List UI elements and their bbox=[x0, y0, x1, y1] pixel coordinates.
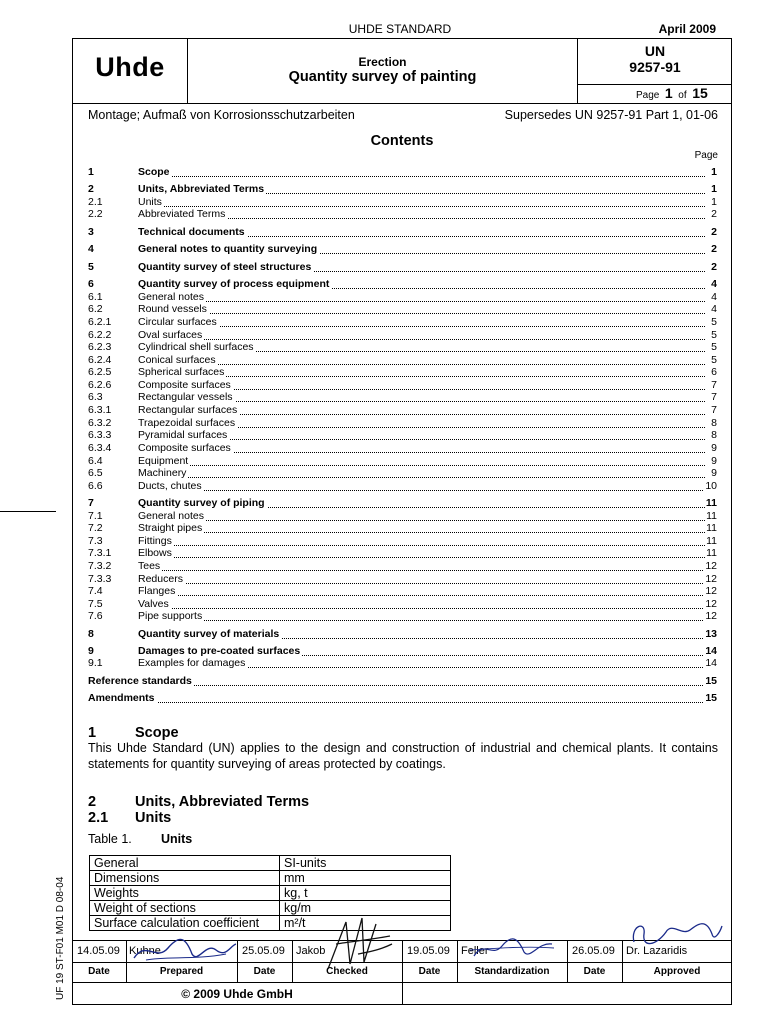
toc-entry-page: 12 bbox=[705, 573, 717, 585]
toc-entry[interactable] bbox=[88, 166, 717, 179]
footer-divider bbox=[402, 982, 403, 1005]
toc-entry-title: Pyramidal surfaces bbox=[138, 429, 228, 441]
toc-entry-title: Straight pipes bbox=[138, 522, 203, 534]
toc-entry[interactable] bbox=[88, 208, 717, 221]
prepared-signature bbox=[126, 930, 241, 970]
toc-entry-title: Quantity survey of process equipment bbox=[138, 278, 330, 290]
toc-entry-title-wrap bbox=[138, 628, 705, 641]
toc-entry-number: 7.3.2 bbox=[88, 560, 112, 572]
toc-entry-title-wrap bbox=[138, 585, 705, 598]
toc-entry-number: 4 bbox=[88, 243, 94, 255]
toc-entry-number: 6 bbox=[88, 278, 94, 290]
toc-entry-number: 6.2 bbox=[88, 303, 103, 315]
toc-entry-number: 6.2.3 bbox=[88, 341, 112, 353]
toc-dot-leader bbox=[138, 595, 705, 596]
toc-entry-title: Round vessels bbox=[138, 303, 207, 315]
toc-entry-page: 4 bbox=[711, 291, 717, 303]
page-label: Page bbox=[636, 90, 660, 101]
toc-entry-title: Quantity survey of steel structures bbox=[138, 261, 312, 273]
date-label: Date bbox=[418, 966, 441, 977]
table-cell-quantity: General bbox=[90, 856, 280, 871]
section-1-text: This Uhde Standard (UN) applies to the design and construction of industrial and chemical plants. It contains statements for quantity surveying of areas protected by coatings. bbox=[88, 741, 718, 771]
toc-entry-page: 7 bbox=[711, 404, 717, 416]
toc-entry-page: 12 bbox=[705, 610, 717, 622]
toc-entry-title: Elbows bbox=[138, 547, 172, 559]
table-row bbox=[90, 871, 451, 886]
prepared-label: Prepared bbox=[159, 966, 204, 977]
toc-entry-title: Quantity survey of piping bbox=[138, 497, 265, 509]
toc-entry-number: 6.5 bbox=[88, 467, 103, 479]
toc-entry-page: 1 bbox=[711, 183, 717, 195]
table-title: Units bbox=[161, 832, 193, 846]
toc-entry-title: Ducts, chutes bbox=[138, 480, 202, 492]
toc-entry-title: Amendments bbox=[88, 692, 155, 704]
toc-entry-title-wrap bbox=[138, 183, 705, 196]
toc-entry-title: Tees bbox=[138, 560, 161, 572]
toc-entry-page: 6 bbox=[711, 366, 717, 378]
date-label: Date bbox=[253, 966, 276, 977]
toc-entry-title-wrap bbox=[138, 610, 705, 623]
toc-entry-title-wrap bbox=[138, 429, 705, 442]
page-total: 15 bbox=[692, 85, 708, 101]
checked-date: 25.05.09 bbox=[242, 945, 285, 957]
toc-entry[interactable] bbox=[88, 522, 717, 535]
toc-entry-title: Cylindrical shell surfaces bbox=[138, 341, 254, 353]
of-label: of bbox=[678, 90, 687, 101]
document-category: Erection bbox=[358, 55, 407, 69]
standardization-label: Standardization bbox=[474, 966, 550, 977]
toc-entry-page: 9 bbox=[711, 467, 717, 479]
toc-entry-title: Valves bbox=[138, 598, 169, 610]
toc-entry-title: Machinery bbox=[138, 467, 187, 479]
toc-entry[interactable] bbox=[88, 442, 717, 455]
toc-entry-number: 6.3.3 bbox=[88, 429, 112, 441]
toc-entry[interactable] bbox=[88, 278, 717, 291]
toc-entry-page: 11 bbox=[706, 535, 717, 547]
supersedes-note: Supersedes UN 9257-91 Part 1, 01-06 bbox=[504, 108, 718, 122]
toc-entry-number: 2.1 bbox=[88, 196, 103, 208]
toc-entry-title-wrap bbox=[138, 404, 705, 417]
toc-entry-page: 5 bbox=[711, 341, 717, 353]
toc-entry-number: 7.2 bbox=[88, 522, 103, 534]
toc-entry-number: 6.6 bbox=[88, 480, 103, 492]
toc-entry-number: 6.3.4 bbox=[88, 442, 112, 454]
toc-entry-page: 8 bbox=[711, 429, 717, 441]
toc-entry-number: 5 bbox=[88, 261, 94, 273]
form-code: UF 19 ST-F01 M01 D 08-04 bbox=[55, 876, 66, 1000]
toc-entry-title: Spherical surfaces bbox=[138, 366, 225, 378]
checked-label: Checked bbox=[326, 966, 368, 977]
toc-entry[interactable] bbox=[88, 585, 717, 598]
toc-entry-number: 8 bbox=[88, 628, 94, 640]
toc-dot-leader bbox=[138, 532, 705, 533]
toc-entry-title: Technical documents bbox=[138, 226, 245, 238]
toc-entry-page: 11 bbox=[706, 510, 717, 522]
toc-entry-page: 13 bbox=[705, 628, 717, 640]
toc-entry-number: 6.3.2 bbox=[88, 417, 112, 429]
toc-dot-leader bbox=[138, 465, 705, 466]
toc-entry[interactable] bbox=[88, 303, 717, 316]
toc-entry-title: Units bbox=[138, 196, 162, 208]
toc-entry-title-wrap bbox=[138, 497, 705, 510]
toc-entry-title: General notes bbox=[138, 510, 204, 522]
german-title: Montage; Aufmaß von Korrosionsschutzarbeiten bbox=[88, 108, 355, 122]
toc-entry-title: Trapezoidal surfaces bbox=[138, 417, 236, 429]
toc-entry[interactable] bbox=[88, 226, 717, 239]
toc-entry-number: 6.3 bbox=[88, 391, 103, 403]
table-cell-unit: mm bbox=[280, 871, 451, 886]
toc-dot-leader bbox=[138, 545, 705, 546]
toc-entry-title: Oval surfaces bbox=[138, 329, 203, 341]
toc-entry-title: Damages to pre-coated surfaces bbox=[138, 645, 301, 657]
section-1-number: 1 bbox=[88, 725, 97, 741]
toc-dot-leader bbox=[138, 313, 705, 314]
toc-entry-page: 11 bbox=[705, 497, 717, 509]
doc-number: 9257-91 bbox=[629, 59, 681, 75]
toc-entry-number: 6.2.5 bbox=[88, 366, 112, 378]
toc-entry-page: 14 bbox=[705, 657, 717, 669]
toc-entry-page: 2 bbox=[711, 243, 717, 255]
toc-entry-title-wrap bbox=[138, 547, 705, 560]
standardization-signature bbox=[468, 934, 558, 964]
toc-dot-leader bbox=[138, 620, 705, 621]
toc-entry-page: 7 bbox=[711, 379, 717, 391]
document-date: April 2009 bbox=[658, 22, 716, 36]
table-cell-quantity: Weight of sections bbox=[90, 901, 280, 916]
toc-entry-number: 9 bbox=[88, 645, 94, 657]
toc-entry-number: 7.3 bbox=[88, 535, 103, 547]
prepared-date: 14.05.09 bbox=[77, 945, 120, 957]
toc-entry-title: Circular surfaces bbox=[138, 316, 217, 328]
toc-entry[interactable] bbox=[88, 560, 717, 573]
toc-entry-number: 3 bbox=[88, 226, 94, 238]
toc-entry-number: 2 bbox=[88, 183, 94, 195]
toc-entry-page: 1 bbox=[711, 196, 717, 208]
approved-date: 26.05.09 bbox=[572, 945, 615, 957]
standardization-date: 19.05.09 bbox=[407, 945, 450, 957]
toc-entry-page: 5 bbox=[711, 329, 717, 341]
toc-entry[interactable] bbox=[88, 183, 717, 196]
toc-entry-title: Flanges bbox=[138, 585, 176, 597]
toc-entry-title: Rectangular vessels bbox=[138, 391, 233, 403]
section-1-title: Scope bbox=[135, 725, 179, 741]
table-cell-quantity: Weights bbox=[90, 886, 280, 901]
toc-entry[interactable] bbox=[88, 657, 717, 670]
toc-entry-title-wrap bbox=[88, 675, 705, 688]
toc-entry[interactable] bbox=[88, 341, 717, 354]
toc-entry-title-wrap bbox=[138, 226, 705, 239]
toc-entry-number: 1 bbox=[88, 166, 94, 178]
toc-entry-number: 6.2.4 bbox=[88, 354, 112, 366]
toc-entry[interactable] bbox=[88, 404, 717, 417]
toc-entry-page: 5 bbox=[711, 316, 717, 328]
document-title: Quantity survey of painting bbox=[288, 69, 477, 85]
toc-entry-title-wrap bbox=[138, 467, 705, 480]
toc-entry-title: Examples for damages bbox=[138, 657, 246, 669]
table-cell-unit: SI-units bbox=[280, 856, 451, 871]
toc-entry-title-wrap bbox=[138, 522, 705, 535]
toc-entry[interactable] bbox=[88, 316, 717, 329]
page-indicator bbox=[636, 85, 708, 101]
toc-entry-title-wrap bbox=[138, 208, 705, 221]
toc-entry-number: 6.2.6 bbox=[88, 379, 112, 391]
toc-entry-title: Reducers bbox=[138, 573, 183, 585]
toc-entry-page: 2 bbox=[711, 226, 717, 238]
toc-entry-page: 12 bbox=[705, 598, 717, 610]
toc-entry[interactable] bbox=[88, 429, 717, 442]
checked-name: Jakob bbox=[296, 945, 326, 957]
toc-entry-page: 12 bbox=[705, 560, 717, 572]
toc-entry[interactable] bbox=[88, 692, 717, 705]
prepared-name: Kuhne bbox=[129, 945, 161, 957]
toc-entry-title-wrap bbox=[138, 341, 705, 354]
toc-entry-title-wrap bbox=[138, 366, 705, 379]
toc-dot-leader bbox=[138, 608, 705, 609]
toc-page-label: Page bbox=[694, 150, 718, 161]
toc-entry-number: 9.1 bbox=[88, 657, 103, 669]
toc-entry-page: 4 bbox=[711, 278, 717, 290]
toc-entry-title: Composite surfaces bbox=[138, 379, 231, 391]
copyright: © 2009 Uhde GmbH bbox=[181, 987, 293, 1001]
date-label: Date bbox=[88, 966, 110, 977]
section-2-title: Units, Abbreviated Terms bbox=[135, 794, 310, 810]
toc-entry-title: Equipment bbox=[138, 455, 189, 467]
toc-entry[interactable] bbox=[88, 480, 717, 493]
toc-entry-title-wrap bbox=[138, 316, 705, 329]
toc-entry[interactable] bbox=[88, 366, 717, 379]
section-2-1-number: 2.1 bbox=[88, 810, 109, 826]
toc-entry[interactable] bbox=[88, 243, 717, 256]
toc-entry-title-wrap bbox=[138, 303, 705, 316]
toc-entry-title: Units, Abbreviated Terms bbox=[138, 183, 265, 195]
toc-entry-page: 2 bbox=[711, 208, 717, 220]
toc-entry-title-wrap bbox=[138, 480, 705, 493]
toc-entry[interactable] bbox=[88, 467, 717, 480]
toc-entry-title-wrap bbox=[138, 391, 705, 404]
toc-entry-page: 11 bbox=[706, 522, 717, 534]
table-cell-quantity: Dimensions bbox=[90, 871, 280, 886]
uhde-logo: Uhde bbox=[95, 52, 165, 82]
toc-entry[interactable] bbox=[88, 610, 717, 623]
table-cell-unit: m²/t bbox=[280, 916, 451, 931]
toc-entry-number: 7.3.1 bbox=[88, 547, 112, 559]
toc-entry-title: Quantity survey of materials bbox=[138, 628, 280, 640]
toc-dot-leader bbox=[138, 339, 705, 340]
toc-entry-title-wrap bbox=[138, 243, 705, 256]
toc-entry-title-wrap bbox=[138, 278, 705, 291]
toc-entry-page: 1 bbox=[711, 166, 717, 178]
toc-dot-leader bbox=[138, 477, 705, 478]
toc-dot-leader bbox=[138, 364, 705, 365]
toc-entry-page: 7 bbox=[711, 391, 717, 403]
toc-entry-page: 9 bbox=[711, 455, 717, 467]
toc-entry-title: Pipe supports bbox=[138, 610, 203, 622]
toc-entry-number: 7.5 bbox=[88, 598, 103, 610]
toc-entry-title: General notes bbox=[138, 291, 204, 303]
doc-prefix: UN bbox=[644, 43, 666, 59]
toc-entry-page: 8 bbox=[711, 417, 717, 429]
toc-entry-page: 5 bbox=[711, 354, 717, 366]
toc-entry-page: 14 bbox=[705, 645, 717, 657]
toc-entry-title: Rectangular surfaces bbox=[138, 404, 238, 416]
toc-entry-page: 4 bbox=[711, 303, 717, 315]
toc-entry-page: 15 bbox=[705, 675, 717, 687]
toc-entry-number: 6.3.1 bbox=[88, 404, 112, 416]
toc-entry-page: 2 bbox=[711, 261, 717, 273]
checked-signature bbox=[318, 914, 398, 974]
toc-entry-page: 9 bbox=[711, 442, 717, 454]
toc-entry-title-wrap bbox=[138, 657, 705, 670]
toc-entry-number: 2.2 bbox=[88, 208, 103, 220]
table-cell-unit: kg/m bbox=[280, 901, 451, 916]
toc-entry-title-wrap bbox=[138, 442, 705, 455]
header-divider bbox=[72, 103, 732, 104]
toc-entry[interactable] bbox=[88, 261, 717, 274]
toc-entry-title-wrap bbox=[88, 692, 705, 705]
toc-entry-title-wrap bbox=[138, 166, 705, 179]
toc-dot-leader bbox=[138, 301, 705, 302]
toc-dot-leader bbox=[138, 176, 705, 177]
toc-entry[interactable] bbox=[88, 675, 717, 688]
toc-dot-leader bbox=[138, 570, 705, 571]
toc-entry-title: General notes to quantity surveying bbox=[138, 243, 318, 255]
page-number: 1 bbox=[664, 85, 673, 101]
section-2-1-title: Units bbox=[135, 810, 172, 826]
contents-heading: Contents bbox=[370, 133, 434, 149]
table-label: Table 1. bbox=[88, 832, 132, 846]
approved-name: Dr. Lazaridis bbox=[626, 945, 688, 957]
toc-entry-title: Scope bbox=[138, 166, 170, 178]
toc-entry-number: 7.4 bbox=[88, 585, 103, 597]
toc-dot-leader bbox=[138, 583, 705, 584]
toc-entry-number: 6.2.2 bbox=[88, 329, 112, 341]
approved-signature bbox=[626, 912, 726, 954]
toc-dot-leader bbox=[138, 557, 705, 558]
date-label: Date bbox=[583, 966, 606, 977]
toc-entry-title: Fittings bbox=[138, 535, 172, 547]
toc-entry[interactable] bbox=[88, 628, 717, 641]
toc-entry-title: Conical surfaces bbox=[138, 354, 216, 366]
toc-entry[interactable] bbox=[88, 391, 717, 404]
table-cell-unit: kg, t bbox=[280, 886, 451, 901]
toc-dot-leader bbox=[138, 520, 705, 521]
toc-entry-number: 7 bbox=[88, 497, 94, 509]
toc-entry-title-wrap bbox=[138, 560, 705, 573]
approved-label: Approved bbox=[653, 966, 701, 977]
toc-entry-number: 6.4 bbox=[88, 455, 103, 467]
toc-entry-page: 15 bbox=[705, 692, 717, 704]
toc-dot-leader bbox=[88, 702, 705, 703]
toc-entry-number: 7.1 bbox=[88, 510, 103, 522]
toc-entry-title-wrap bbox=[138, 261, 705, 274]
toc-entry-title: Abbreviated Terms bbox=[138, 208, 226, 220]
toc-dot-leader bbox=[138, 326, 705, 327]
toc-entry-title: Composite surfaces bbox=[138, 442, 231, 454]
toc-entry-page: 12 bbox=[705, 585, 717, 597]
table-cell-quantity: Surface calculation coefficient bbox=[90, 916, 280, 931]
standardization-name: Feller bbox=[461, 945, 489, 957]
toc-entry-number: 7.6 bbox=[88, 610, 103, 622]
toc-dot-leader bbox=[138, 206, 705, 207]
standard-label: UHDE STANDARD bbox=[348, 22, 452, 36]
toc-entry-number: 6.1 bbox=[88, 291, 103, 303]
section-2-number: 2 bbox=[88, 794, 97, 810]
toc-entry-page: 10 bbox=[705, 480, 717, 492]
toc-entry-number: 7.3.3 bbox=[88, 573, 112, 585]
toc-entry[interactable] bbox=[88, 547, 717, 560]
toc-dot-leader bbox=[138, 490, 705, 491]
toc-entry[interactable] bbox=[88, 497, 717, 510]
table-row bbox=[90, 886, 451, 901]
table-row bbox=[90, 856, 451, 871]
toc-entry-number: 6.2.1 bbox=[88, 316, 112, 328]
toc-entry-page: 11 bbox=[706, 547, 717, 559]
toc-entry-title: Reference standards bbox=[88, 675, 192, 687]
fold-mark bbox=[0, 511, 56, 512]
